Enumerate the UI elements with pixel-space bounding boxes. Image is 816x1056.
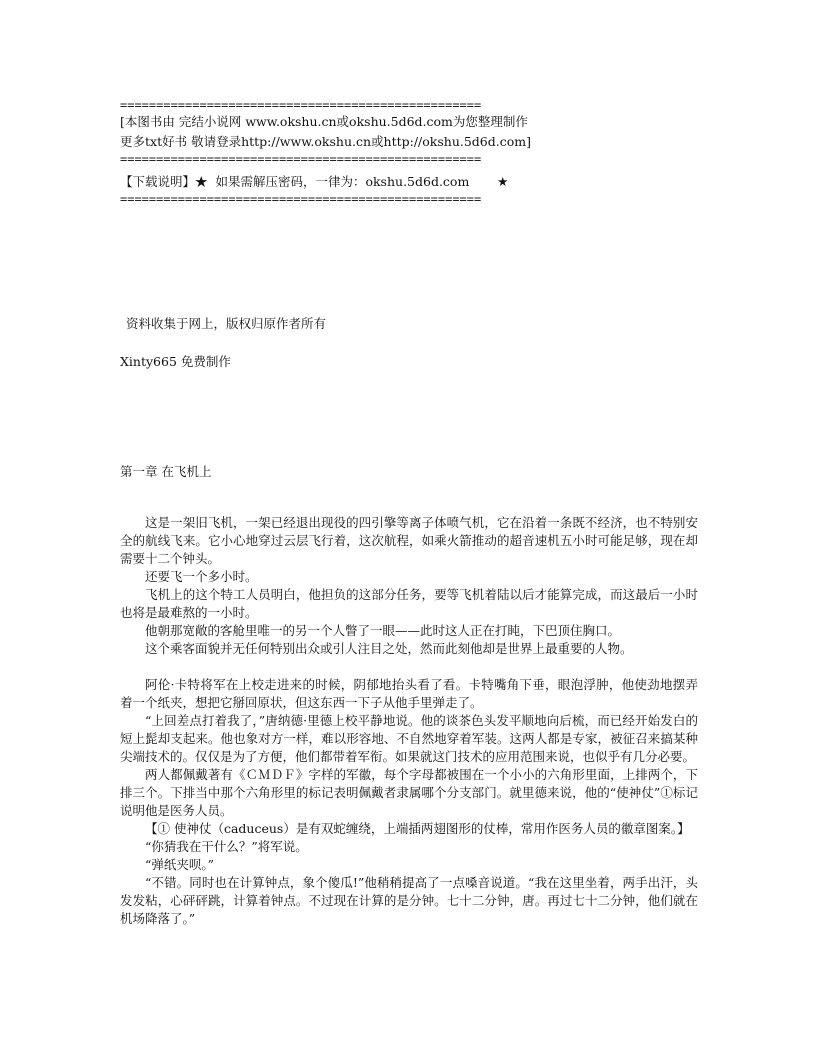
- chapter-body: [120, 514, 698, 928]
- header-more-books-line: 更多txt好书 敬请登录http://www.okshu.cn或http://okshu.5d6d.com]: [120, 134, 531, 149]
- paragraph: 他朝那宽敞的客舱里唯一的另一个人瞥了一眼——此时这人正在打盹，下巴顶住胸口。: [145, 623, 621, 638]
- copyright-notice: 资料收集于网上，版权归原作者所有: [126, 316, 327, 331]
- header-source-line: [本图书由 完结小说网 www.okshu.cn或okshu.5d6d.com为您整理制作: [120, 114, 528, 129]
- paragraph: “你猜我在干什么？”将军说。: [145, 839, 308, 854]
- header-rule-middle: ==================================================: [120, 152, 482, 166]
- paragraph: 还要飞一个多小时。: [145, 569, 258, 584]
- maker-credit: Xinty665 免费制作: [120, 354, 231, 369]
- paragraph: “上回差点打着我了，”唐纳德·里德上校平静地说。他的谈茶色头发平顺地向后梳，而已经开始发白的短上髭却支起来。他也象对方一样，难以形容地、不自然地穿着军装。这两人都是专家，被征召来搞某种尖端技术的。仅仅是为了方便，他们都带着军衔。如果就这门技术的应用范围来说，也似乎有几分必要。: [120, 713, 698, 764]
- paragraph: “不错。同时也在计算钟点，象个傻瓜!”他稍稍提高了一点嗓音说道。“我在这里坐着，两手出汗，头发发粘，心砰砰跳，计算着钟点。不过现在计算的是分钟。七十二分钟，唐。再过七十二分钟，他们就在机场降落了。”: [120, 875, 698, 926]
- paragraph: 阿伦·卡特将军在上校走进来的时候，阴郁地抬头看了看。卡特嘴角下垂，眼泡浮肿，他使劲地摆弄着一个纸夹，想把它掰回原状，但这东西一下子从他手里弹走了。: [120, 677, 698, 710]
- download-header: [120, 98, 698, 206]
- header-rule-top: ==================================================: [120, 98, 482, 112]
- paragraph: 两人都佩戴著有《ＣＭＤＦ》字样的军徽，每个字母都被围在一个小小的六角形里面，上排两个，下排三个。下排当中那个六角形里的标记表明佩戴者隶属哪个分支部门。就里德来说，他的“使神仗”①标记说明他是医务人员。: [120, 767, 698, 818]
- header-rule-bottom: ==================================================: [120, 192, 482, 206]
- paragraph: 这是一架旧飞机，一架已经退出现役的四引擎等离子体喷气机，它在沿着一条既不经济，也不特别安全的航线飞来。它小心地穿过云层飞行着，这次航程，如乘火箭推动的超音速机五小时可能足够，现在却需要十二个钟头。: [120, 515, 698, 566]
- document-page: [120, 98, 698, 928]
- paragraph: 飞机上的这个特工人员明白，他担负的这部分任务，要等飞机着陆以后才能算完成，而这最后一小时也将是最难熬的一小时。: [120, 587, 698, 620]
- chapter-title: 第一章 在飞机上: [120, 464, 212, 479]
- download-note: 【下载说明】★ 如果需解压密码，一律为：okshu.5d6d.com ★: [120, 174, 509, 189]
- footnote: 【① 使神仗（caduceus）是有双蛇缠绕，上端插两翅图形的仗棒，常用作医务人员的徽章图案。】: [145, 821, 690, 836]
- paragraph: 这个乘客面貌并无任何特别出众或引人注目之处，然而此刻他却是世界上最重要的人物。: [145, 641, 633, 656]
- paragraph: “弹纸夹呗。”: [145, 857, 215, 872]
